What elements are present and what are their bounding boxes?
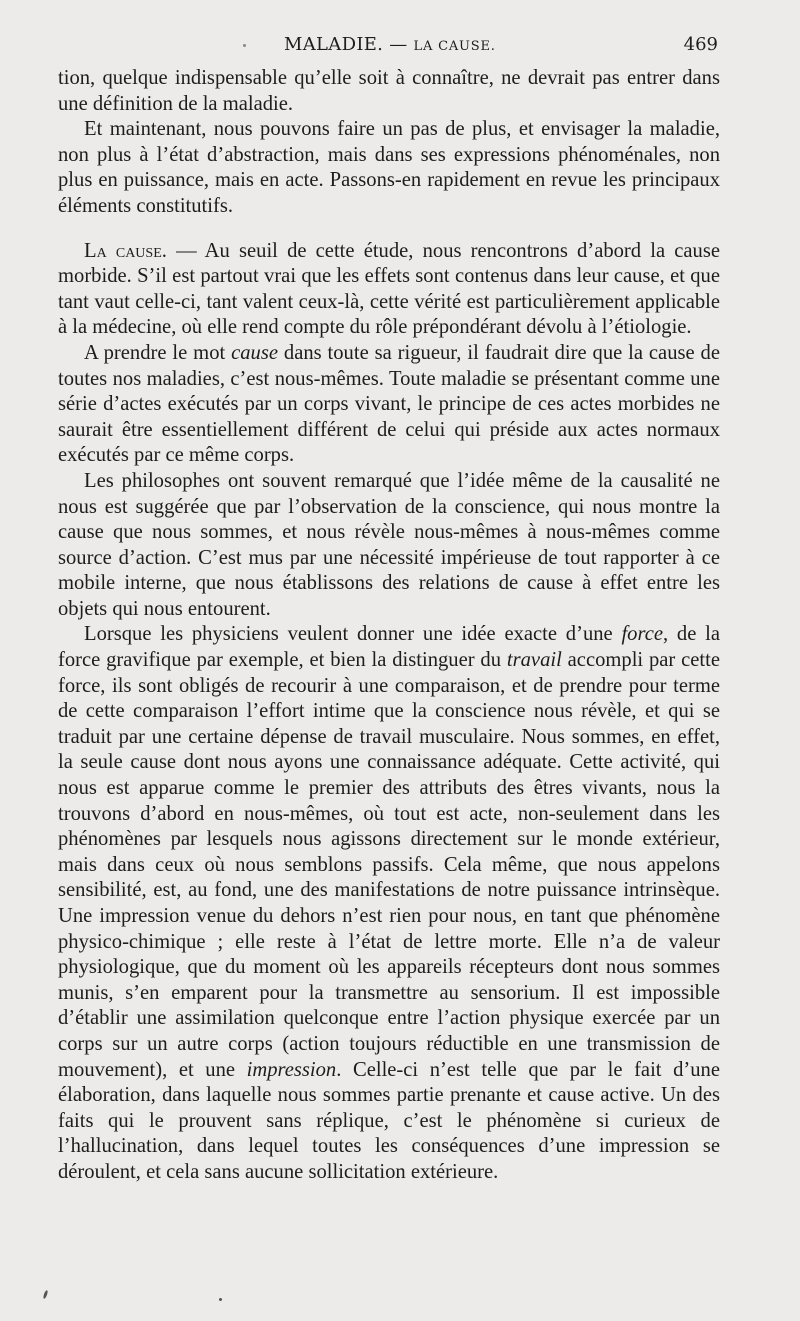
paragraph-6-text-d: . Celle-ci n’est telle que par le fait d’une élaboration, dans laquelle nous sommes partie prenante et cause active. Un des faits qui le prouvent sans réplique, c’est le phénomène si curieux de l’hallucination, dans lequel toutes les conséquences d’une impression se déroulent, et cela sans aucune sollicitation extérieure. (58, 1058, 720, 1183)
running-title (284, 34, 496, 55)
paragraph-6-text-c: accompli par cette force, ils sont obligés de recourir à une comparaison, et de prendre pour terme de cette comparaison l’effort intime que la conscience nous révèle, et qui se traduit par une certaine dépense de travail musculaire. Nous sommes, en effet, la seule cause dont nous ayons une connaissance adéquate. Cette activité, qui nous est apparue comme le premier des attributs des êtres vivants, nous la trouvons d’abord en nous-mêmes, où tout est acte, non-seulement dans les phénomènes par lesquels nous agissons directement sur le monde extérieur, mais dans ceux où nous semblons passifs. Cela même, que nous appelons sensibilité, est, au fond, une des manifestations de notre puissance intrinsèque. Une impression venue du dehors n’est rien pour nous, en tant que phénomène physico-chimique ; elle reste à l’état de lettre morte. Elle n’a de valeur physiologique, que du moment où les appareils récepteurs dont nous sommes munis, s’en emparent pour la transmettre au sensorium. Il est impossible d’établir une assimilation quelconque entre l’action physique exercée par un corps sur un autre corps (action toujours réductible en une transmission de mouvement), et une (58, 649, 720, 1081)
ink-speck (219, 1298, 222, 1301)
paragraph-3-text: — Au seuil de cette étude, nous rencontrons d’abord la cause morbide. S’il est partout vrai que les effets sont contenus dans leur cause, et que tant vaut celle-ci, tant valent ceux-là, cette vérité est particulièrement applicable à la médecine, où elle rend compte du rôle prépondérant dévolu à l’étiologie. (58, 239, 720, 339)
body-text (58, 66, 720, 1186)
page-number: 469 (683, 34, 718, 55)
paragraph-1: tion, quelque indispensable qu’elle soit à connaître, ne devrait pas entrer dans une définition de la maladie. (58, 67, 720, 115)
emphasis-travail: travail (506, 649, 562, 672)
ink-speck (243, 44, 246, 47)
running-title-section: LA CAUSE. (413, 39, 496, 54)
running-title-main: MALADIE. — (284, 34, 408, 55)
ink-speck (43, 1290, 49, 1299)
paragraph-2: Et maintenant, nous pouvons faire un pas de plus, et envisager la maladie, non plus à l’état d’abstraction, mais dans ses expressions phénoménales, non plus en puissance, mais en acte. Passons-en rapidement en revue les principaux éléments constitutifs. (58, 118, 720, 217)
running-header (58, 34, 718, 58)
paragraph-6 (58, 622, 720, 1185)
emphasis-force: force (621, 623, 664, 646)
paragraph-4-text-b: dans toute sa rigueur, il faudrait dire que la cause de toutes nos maladies, c’est nous-mêmes. Toute maladie se présentant comme une série d’actes exécutés par un corps vivant, le principe de ces actes morbides ne saurait être essentiellement différent de celui qui préside aux actes normaux exécutés par ce même corps. (58, 341, 720, 467)
emphasis-cause: cause (231, 341, 278, 364)
section-heading: La cause. (84, 239, 167, 262)
paragraph-4 (58, 341, 720, 469)
emphasis-impression: impression (246, 1058, 337, 1081)
paragraph-6-text-a: Lorsque les physiciens veulent donner une idée exacte d’une (84, 623, 622, 646)
paragraph-5: Les philosophes ont souvent remarqué que l’idée même de la causalité ne nous est suggérée que par l’observation de la conscience, qui nous montre la cause que nous sommes, et nous révèle nous-mêmes à nous-mêmes comme source d’action. C’est mus par une nécessité impérieuse de tout rapporter à ce mobile interne, que nous établissons des relations de cause à effet entre les objets qui nous entourent. (58, 469, 720, 620)
paragraph-4-text-a: A prendre le mot (84, 341, 232, 364)
paragraph-6-text-b: , de la force gravifique par exemple, et bien la distinguer du (58, 623, 720, 672)
paragraph-3 (58, 239, 720, 341)
